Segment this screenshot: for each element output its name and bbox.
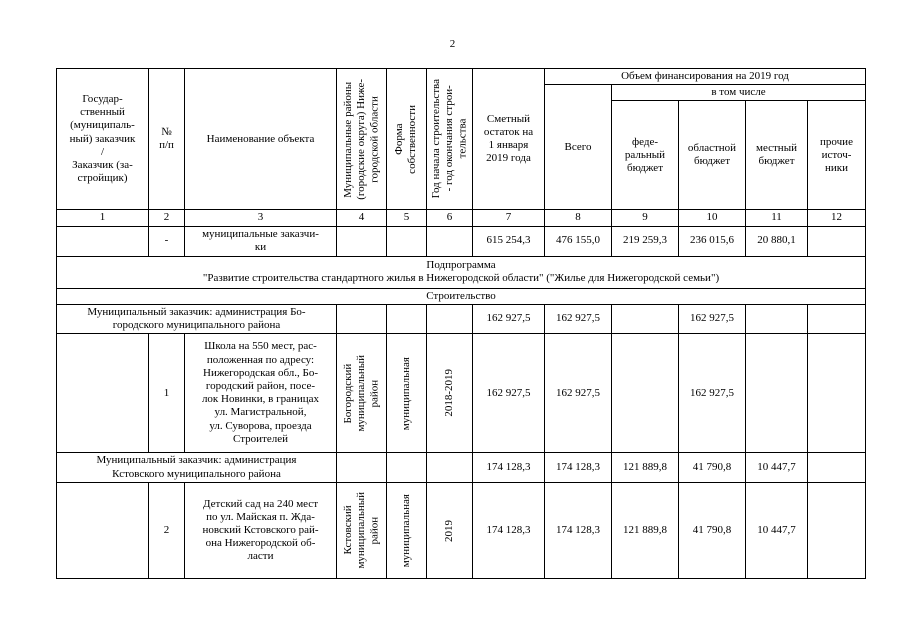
header-years: Год начала строительства - год окончания строи- тельства	[427, 69, 473, 210]
balance-value: 174 128,3	[473, 453, 545, 483]
col-number: 2	[149, 210, 185, 226]
col-number: 10	[679, 210, 746, 226]
header-regional: областной бюджет	[679, 101, 746, 210]
header-other: прочие источ- ники	[808, 101, 866, 210]
header-federal: феде- ральный бюджет	[612, 101, 679, 210]
subprogram-title: Подпрограмма "Развитие строительства стандартного жилья в Нижегородской области" ("Жилье для Нижегородской семьи")	[57, 256, 866, 288]
cell-empty	[427, 453, 473, 483]
cell-empty	[808, 226, 866, 256]
header-num: № п/п	[149, 69, 185, 210]
cell-empty	[808, 334, 866, 453]
customer-label: Муниципальный заказчик: администрация Бо- городского муниципального района	[57, 304, 337, 333]
cell-empty	[337, 304, 387, 333]
cell-empty	[808, 453, 866, 483]
col-number: 12	[808, 210, 866, 226]
object-municipality: Кстовский муниципальный район	[337, 483, 387, 579]
cell-empty	[808, 483, 866, 579]
local-value: 20 880,1	[746, 226, 808, 256]
total-value: 162 927,5	[545, 334, 612, 453]
cell-empty	[387, 304, 427, 333]
header-row-1	[57, 69, 866, 85]
regional-value: 41 790,8	[679, 483, 746, 579]
cell-empty	[337, 226, 387, 256]
total-value: 162 927,5	[545, 304, 612, 333]
customer-row	[57, 453, 866, 483]
col-number: 11	[746, 210, 808, 226]
col-number: 3	[185, 210, 337, 226]
regional-value: 41 790,8	[679, 453, 746, 483]
balance-value: 162 927,5	[473, 304, 545, 333]
header-including: в том числе	[612, 85, 866, 101]
cell-empty	[612, 304, 679, 333]
header-object-name: Наименование объекта	[185, 69, 337, 210]
table-row	[57, 483, 866, 579]
column-numbers-row	[57, 210, 866, 226]
balance-value: 615 254,3	[473, 226, 545, 256]
cell-empty	[57, 226, 149, 256]
object-name: Детский сад на 240 мест по ул. Майская п. Жда- новский Кстовского рай- она Нижегородской об- ласти	[185, 483, 337, 579]
header-local: местный бюджет	[746, 101, 808, 210]
cell-empty	[746, 304, 808, 333]
subprogram-row	[57, 256, 866, 288]
customer-label: Муниципальный заказчик: администрация Кстовского муниципального района	[57, 453, 337, 483]
federal-value: 121 889,8	[612, 453, 679, 483]
cell-empty	[387, 453, 427, 483]
cell-empty	[57, 334, 149, 453]
section-row	[57, 288, 866, 304]
total-value: 476 155,0	[545, 226, 612, 256]
cell-empty	[808, 304, 866, 333]
col-number: 5	[387, 210, 427, 226]
federal-value: 121 889,8	[612, 483, 679, 579]
section-construction: Строительство	[57, 288, 866, 304]
object-years: 2018-2019	[427, 334, 473, 453]
total-value: 174 128,3	[545, 453, 612, 483]
row-num: 1	[149, 334, 185, 453]
header-balance: Сметный остаток на 1 января 2019 года	[473, 69, 545, 210]
row-num: 2	[149, 483, 185, 579]
cell-empty	[427, 226, 473, 256]
cell-empty	[57, 483, 149, 579]
cell-empty	[337, 453, 387, 483]
regional-value: 162 927,5	[679, 304, 746, 333]
regional-value: 236 015,6	[679, 226, 746, 256]
header-ownership: Форма собственности	[387, 69, 427, 210]
local-value: 10 447,7	[746, 453, 808, 483]
object-ownership: муниципальная	[387, 334, 427, 453]
regional-value: 162 927,5	[679, 334, 746, 453]
page-number: 2	[449, 38, 456, 50]
col-number: 1	[57, 210, 149, 226]
balance-value: 162 927,5	[473, 334, 545, 453]
federal-value: 219 259,3	[612, 226, 679, 256]
header-municipality: Муниципальные районы (городские округа) Ниже- городской области	[337, 69, 387, 210]
col-number: 6	[427, 210, 473, 226]
header-customer: Государ- ственный (муниципаль- ный) заказчик / Заказчик (за- стройщик)	[57, 69, 149, 210]
cell-empty	[612, 334, 679, 453]
financing-table	[56, 68, 866, 579]
object-years: 2019	[427, 483, 473, 579]
table-row	[57, 226, 866, 256]
header-total: Всего	[545, 85, 612, 210]
object-ownership: муниципальная	[387, 483, 427, 579]
cell-empty	[427, 304, 473, 333]
total-value: 174 128,3	[545, 483, 612, 579]
col-number: 8	[545, 210, 612, 226]
cell-empty	[387, 226, 427, 256]
object-name: муниципальные заказчи- ки	[185, 226, 337, 256]
col-number: 9	[612, 210, 679, 226]
customer-row	[57, 304, 866, 333]
col-number: 4	[337, 210, 387, 226]
header-funding: Объем финансирования на 2019 год	[545, 69, 866, 85]
row-num: -	[149, 226, 185, 256]
cell-empty	[746, 334, 808, 453]
balance-value: 174 128,3	[473, 483, 545, 579]
table-row	[57, 334, 866, 453]
object-name: Школа на 550 мест, рас- положенная по адресу: Нижегородская обл., Бо- городский район, посе- лок Новинки, в границах ул. Магистральной, ул. Суворова, проезда Строителей	[185, 334, 337, 453]
local-value: 10 447,7	[746, 483, 808, 579]
col-number: 7	[473, 210, 545, 226]
object-municipality: Богородский муниципальный район	[337, 334, 387, 453]
